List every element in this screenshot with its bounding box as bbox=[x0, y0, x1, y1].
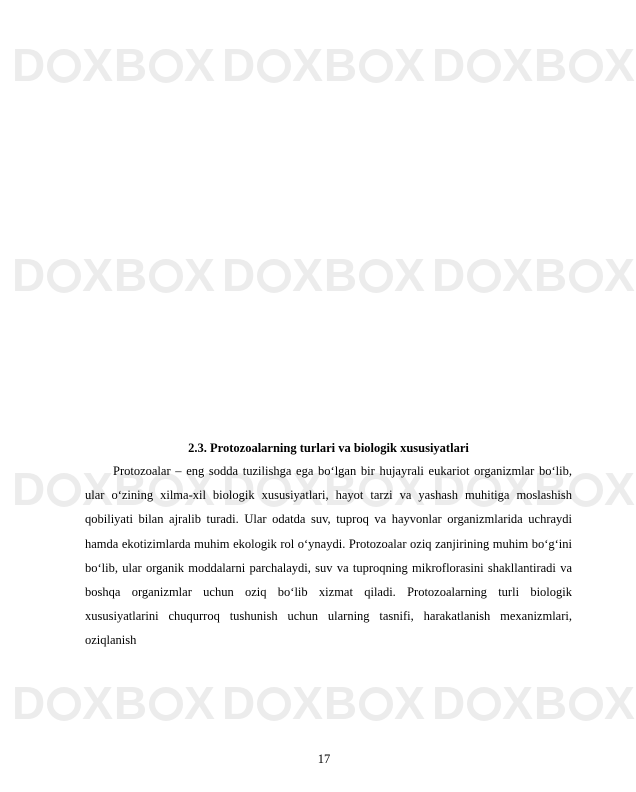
watermark-logo: D XB X bbox=[432, 677, 636, 729]
watermark-logo: D XB X bbox=[12, 463, 216, 515]
watermark-logo: D XB X bbox=[12, 677, 216, 729]
body-paragraph: Protozoalar – eng sodda tuzilishga ega bo‘lgan bir hujayrali eukariot organizmlar bo‘lib, ular o‘zining xilma-xil biologik xususiyatlari, hayot tarzi va yashash muhitiga moslashish qobiliyati bilan ajralib turadi. Ular odatda suv, tuproq va hayvonlar organizmlarida uchraydi hamda ekotizimlarda muhim ekologik rol o‘ynaydi. Protozoalar oziq zanjirining muhim bo‘g‘ini bo‘lib, ular organik moddalarni parchalaydi, suv va tuproqning mikroflorasini shakllantiradi va boshqa organizmlar uchun oziq bo‘lib xizmat qiladi. Protozoalarning turli biologik xususiyatlarini chuqurroq tushunish uchun ularning tasnifi, harakatlanish mexanizmlari, oziqlanish bbox=[85, 464, 572, 648]
watermark-logo: D XB X bbox=[222, 39, 426, 91]
watermark-logo: D XB X bbox=[432, 249, 636, 301]
watermark-logo: D XB X bbox=[12, 249, 216, 301]
watermark-logo: D XB X bbox=[222, 463, 426, 515]
document-body bbox=[85, 440, 572, 653]
section-heading: 2.3. Protozoalarning turlari va biologik xususiyatlari bbox=[188, 441, 469, 455]
watermark-logo: D XB X bbox=[12, 39, 216, 91]
page-number: 17 bbox=[317, 752, 331, 766]
watermark-logo: D XB X bbox=[222, 677, 426, 729]
watermark-logo: D XB X bbox=[432, 463, 636, 515]
watermark-logo: D XB X bbox=[432, 39, 636, 91]
watermark-logo: D XB X bbox=[222, 249, 426, 301]
